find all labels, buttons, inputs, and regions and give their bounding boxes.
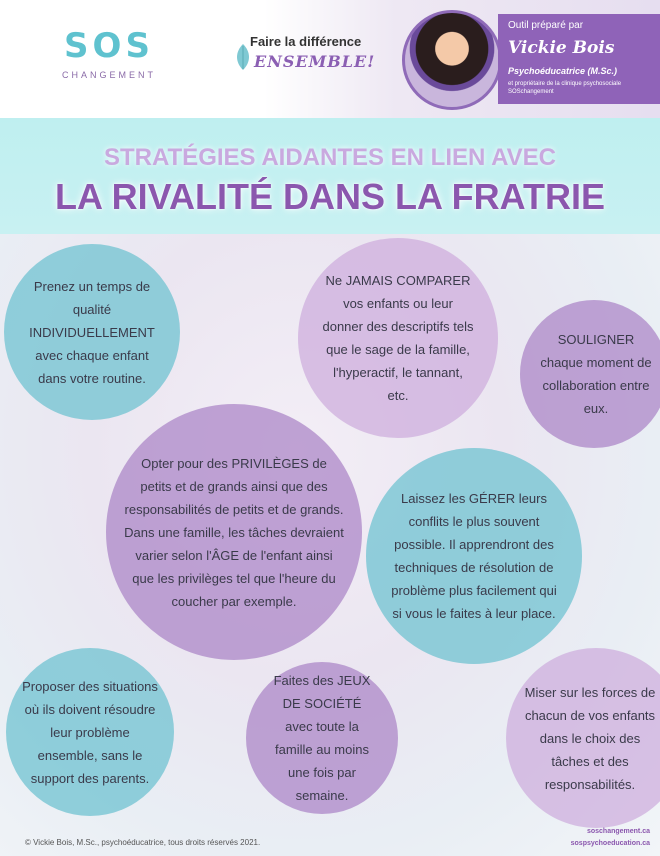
logo-sos-text: SOS xyxy=(64,26,154,66)
title-line1: STRATÉGIES AIDANTES EN LIEN AVEC xyxy=(103,144,557,171)
tip-bubble-individual-time xyxy=(4,244,180,420)
author-title: Psychoéducatrice (M.Sc.) xyxy=(508,66,618,76)
tip-text: Faites des JEUX DE SOCIÉTÉ avec toute la famille au moins une fois par semaine. xyxy=(273,673,371,803)
footer-sites xyxy=(571,826,650,850)
tips-area xyxy=(0,234,660,856)
tip-text: Miser sur les forces de chacun de vos enfants dans le choix des tâches et des responsabilités. xyxy=(524,684,656,792)
tip-text: Proposer des situations où ils doivent résoudre leur problème ensemble, sans le support des parents. xyxy=(22,678,158,786)
tip-bubble-never-compare xyxy=(298,238,498,438)
copyright: © Vickie Bois, M.Sc., psychoéducatrice, tous droits réservés 2021. xyxy=(25,838,261,847)
tip-bubble-privileges xyxy=(106,404,362,660)
author-detail: et propriétaire de la clinique psychosociale SOSchangement xyxy=(508,81,622,95)
title-line2: LA RIVALITÉ DANS LA FRATRIE xyxy=(55,176,605,217)
header xyxy=(0,0,660,118)
author-photo xyxy=(402,10,502,110)
author-name: Vickie Bois xyxy=(508,38,615,58)
prepared-by: Outil préparé par xyxy=(508,20,584,31)
tip-bubble-solve-together xyxy=(6,648,174,816)
tip-text: Laissez les GÉRER leurs conflits le plus souvent possible. Il apprendront des techniques de résolution de problème plus facilement qui si vous le faites à leur place. xyxy=(391,491,557,621)
logo-sos-subtitle: CHANGEMENT xyxy=(61,70,156,80)
tip-text: Prenez un temps de qualité INDIVIDUELLEMENT avec chaque enfant dans votre routine. xyxy=(29,278,155,386)
author-box xyxy=(498,14,660,104)
tip-bubble-manage-conflicts xyxy=(366,448,582,664)
site-link-soschangement[interactable]: soschangement.ca xyxy=(586,828,650,835)
tip-text: Ne JAMAIS COMPARER vos enfants ou leur donner des descriptifs tels que le sage de la famille, l'hyperactif, le tannant, etc. xyxy=(322,273,474,403)
title-band xyxy=(0,118,660,234)
faire-line1: Faire la différence xyxy=(250,34,362,49)
tip-text: SOULIGNER chaque moment de collaboration entre eux. xyxy=(540,332,652,416)
faire-la-difference-logo xyxy=(232,30,376,80)
tip-bubble-highlight-collaboration xyxy=(520,300,660,448)
tip-bubble-board-games xyxy=(246,662,398,814)
tip-bubble-strengths xyxy=(506,648,660,828)
site-link-sospsychoeducation[interactable]: sospsychoeducation.ca xyxy=(570,840,650,847)
sos-changement-logo xyxy=(58,26,160,88)
tip-text: Opter pour des PRIVILÈGES de petits et de grands ainsi que des responsabilités de petits et de grands. Dans une famille, les tâches devraient varier selon l'ÂGE de l'enfant ainsi que les privilèges tel que l'heure du coucher par exemple. xyxy=(124,455,344,609)
faire-line2: ENSEMBLE! xyxy=(254,52,376,71)
